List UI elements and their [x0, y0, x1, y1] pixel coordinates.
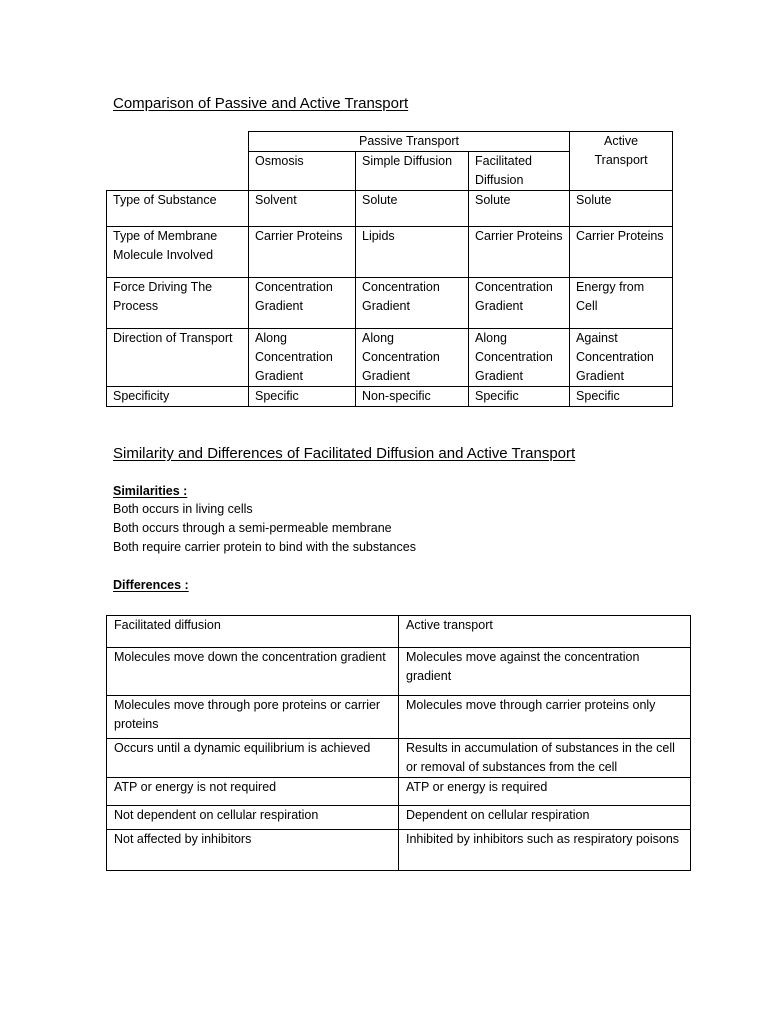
similarity-title: Similarity and Differences of Facilitated Diffusion and Active Transport — [113, 445, 576, 462]
table-row — [107, 227, 673, 278]
similarities-title: Similarities : — [113, 484, 188, 498]
table-cell: Non-specific — [356, 387, 469, 407]
table-cell: Energy from Cell — [570, 278, 673, 329]
table-cell: ATP or energy is required — [399, 778, 691, 806]
table-row — [107, 648, 691, 696]
table-cell: Occurs until a dynamic equilibrium is achieved — [107, 739, 399, 778]
table-cell: ATP or energy is not required — [107, 778, 399, 806]
table-cell: Carrier Proteins — [249, 227, 356, 278]
table-row — [107, 739, 691, 778]
table-row — [107, 616, 691, 648]
differences-title: Differences : — [113, 578, 189, 592]
table-cell: Not affected by inhibitors — [107, 830, 399, 871]
similarities-list — [113, 500, 416, 557]
table-cell: Specific — [249, 387, 356, 407]
table-cell: Not dependent on cellular respiration — [107, 806, 399, 830]
table-cell: Molecules move against the concentration gradient — [399, 648, 691, 696]
table-cell: Along Concentration Gradient — [356, 329, 469, 387]
row-label: Type of Membrane Molecule Involved — [107, 227, 249, 278]
table-cell: Carrier Proteins — [570, 227, 673, 278]
table-cell: Along Concentration Gradient — [249, 329, 356, 387]
list-item: Both occurs in living cells — [113, 502, 253, 516]
row-label: Force Driving The Process — [107, 278, 249, 329]
table-row — [107, 830, 691, 871]
table-cell: Lipids — [356, 227, 469, 278]
table-cell: Concentration Gradient — [356, 278, 469, 329]
table-cell: Specific — [570, 387, 673, 407]
row-label: Specificity — [107, 387, 249, 407]
table-cell: Inhibited by inhibitors such as respiratory poisons — [399, 830, 691, 871]
list-item: Both require carrier protein to bind with the substances — [113, 540, 416, 554]
header-passive-transport: Passive Transport — [249, 132, 570, 152]
table-cell: Dependent on cellular respiration — [399, 806, 691, 830]
table-row — [107, 191, 673, 227]
table-row — [107, 278, 673, 329]
table-cell: Solute — [469, 191, 570, 227]
table-cell: Against Concentration Gradient — [570, 329, 673, 387]
table-cell: Along Concentration Gradient — [469, 329, 570, 387]
table-cell: Concentration Gradient — [469, 278, 570, 329]
list-item: Both occurs through a semi-permeable membrane — [113, 521, 392, 535]
table-cell: Molecules move through carrier proteins only — [399, 696, 691, 739]
table-row — [107, 806, 691, 830]
header-simple-diffusion: Simple Diffusion — [356, 152, 469, 191]
table-cell: Molecules move through pore proteins or carrier proteins — [107, 696, 399, 739]
table-cell: Solute — [356, 191, 469, 227]
comparison-table — [106, 131, 673, 407]
table-cell: Carrier Proteins — [469, 227, 570, 278]
header-active: Active transport — [399, 616, 691, 648]
table-cell: Results in accumulation of substances in the cell or removal of substances from the cell — [399, 739, 691, 778]
table-cell: Solvent — [249, 191, 356, 227]
empty-corner-cell — [107, 132, 249, 191]
table-cell: Specific — [469, 387, 570, 407]
row-label: Type of Substance — [107, 191, 249, 227]
header-facilitated: Facilitated diffusion — [107, 616, 399, 648]
differences-table — [106, 615, 691, 871]
table-cell: Concentration Gradient — [249, 278, 356, 329]
table-cell: Molecules move down the concentration gradient — [107, 648, 399, 696]
table-cell: Solute — [570, 191, 673, 227]
table-row — [107, 696, 691, 739]
table-row — [107, 329, 673, 387]
row-label: Direction of Transport — [107, 329, 249, 387]
comparison-title: Comparison of Passive and Active Transport — [113, 95, 409, 112]
table-row — [107, 778, 691, 806]
header-osmosis: Osmosis — [249, 152, 356, 191]
header-facilitated-diffusion: Facilitated Diffusion — [469, 152, 570, 191]
table-row — [107, 387, 673, 407]
header-active-transport: Active Transport — [570, 132, 673, 191]
